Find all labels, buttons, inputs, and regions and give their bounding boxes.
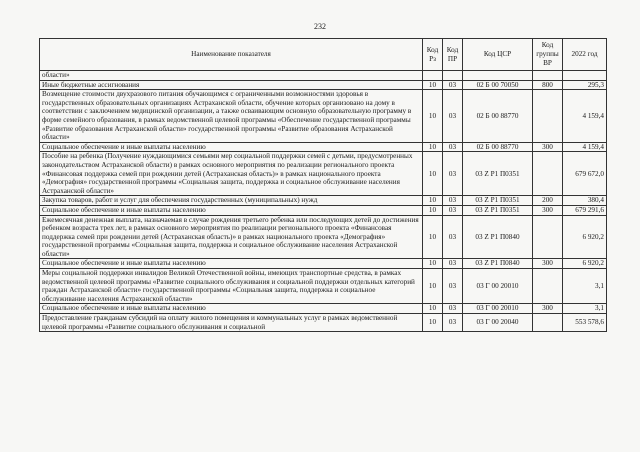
- table-row: [40, 80, 607, 90]
- row-pr: [443, 71, 463, 81]
- row-csr: 02 Б 00 70050: [463, 80, 533, 90]
- row-vr: 200: [533, 196, 563, 206]
- row-amount: 4 159,4: [563, 142, 607, 152]
- row-csr: 02 Б 00 88770: [463, 142, 533, 152]
- row-csr: 03 Г 00 20010: [463, 304, 533, 314]
- row-csr: 02 Б 00 88770: [463, 90, 533, 143]
- row-pr: 03: [443, 205, 463, 215]
- row-rz: 10: [423, 205, 443, 215]
- row-csr: 03 Z P1 П0351: [463, 205, 533, 215]
- table-row: [40, 71, 607, 81]
- row-csr: 03 Z P1 П0351: [463, 196, 533, 206]
- row-amount: 6 920,2: [563, 259, 607, 269]
- row-name: Ежемесячная денежная выплата, назначаемая в случае рождения третьего ребенка или последующих детей до достижения ребенком возраста трех лет, в рамках основного мероприятия по реализации регионального проекта «Финансовая поддержка семей при рождении детей (Астраханская область)» в рамках национального проекта «Демография» государственной программы «Социальная защита, поддержка и социальное обслуживание населения Астраханской области»: [40, 215, 423, 259]
- row-vr: [533, 71, 563, 81]
- row-vr: [533, 152, 563, 196]
- row-amount: 380,4: [563, 196, 607, 206]
- row-name: Социальное обеспечение и иные выплаты населению: [40, 259, 423, 269]
- table-header-row: [40, 39, 607, 71]
- row-vr: 300: [533, 259, 563, 269]
- table-row: [40, 196, 607, 206]
- page-number: 232: [314, 22, 326, 31]
- table-row: [40, 259, 607, 269]
- header-rz: Код Рз: [423, 39, 443, 71]
- row-amount: 295,3: [563, 80, 607, 90]
- row-amount: 679 672,0: [563, 152, 607, 196]
- row-csr: [463, 71, 533, 81]
- row-name: Предоставление гражданам субсидий на оплату жилого помещения и коммунальных услуг в рамках ведомственной целевой программы «Развитие социального обслуживания и социальной: [40, 314, 423, 332]
- row-vr: [533, 314, 563, 332]
- row-vr: 300: [533, 205, 563, 215]
- row-pr: 03: [443, 314, 463, 332]
- row-pr: 03: [443, 90, 463, 143]
- table-row: [40, 142, 607, 152]
- table-row: [40, 90, 607, 143]
- row-rz: 10: [423, 215, 443, 259]
- row-rz: 10: [423, 90, 443, 143]
- header-year: 2022 год: [563, 39, 607, 71]
- row-amount: 3,1: [563, 304, 607, 314]
- row-amount: 3,1: [563, 269, 607, 304]
- row-rz: 10: [423, 142, 443, 152]
- row-pr: 03: [443, 269, 463, 304]
- row-csr: 03 Z P1 П0840: [463, 259, 533, 269]
- row-pr: 03: [443, 304, 463, 314]
- header-csr: Код ЦСР: [463, 39, 533, 71]
- row-amount: 679 291,6: [563, 205, 607, 215]
- row-vr: [533, 269, 563, 304]
- row-name: Возмещение стоимости двухразового питания обучающимся с ограниченными возможностями здоровья в государственных образовательных организациях Астраханской области, обучение которых организовано на дому в соответствии с заключением медицинской организации, а также осваивающим основную образовательную программу в форме семейного образования, в рамках ведомственной целевой программы «Обеспечение государственной программы «Развитие образования Астраханской области» государственной программы «Развитие образования Астраханской области»: [40, 90, 423, 143]
- budget-table: [39, 38, 607, 332]
- header-vr: Код группы ВР: [533, 39, 563, 71]
- row-name: Социальное обеспечение и иные выплаты населению: [40, 304, 423, 314]
- row-rz: 10: [423, 269, 443, 304]
- row-vr: 300: [533, 304, 563, 314]
- table-row: [40, 314, 607, 332]
- row-rz: [423, 71, 443, 81]
- table-row: [40, 304, 607, 314]
- row-name: Иные бюджетные ассигнования: [40, 80, 423, 90]
- row-csr: 03 Г 00 20010: [463, 269, 533, 304]
- table-row: [40, 215, 607, 259]
- table-row: [40, 152, 607, 196]
- row-name: Социальное обеспечение и иные выплаты населению: [40, 205, 423, 215]
- row-amount: 6 920,2: [563, 215, 607, 259]
- header-pr: Код ПР: [443, 39, 463, 71]
- row-name: Социальное обеспечение и иные выплаты населению: [40, 142, 423, 152]
- row-vr: 300: [533, 142, 563, 152]
- row-pr: 03: [443, 80, 463, 90]
- row-pr: 03: [443, 259, 463, 269]
- header-name: Наименование показателя: [40, 39, 423, 71]
- row-csr: 03 Г 00 20040: [463, 314, 533, 332]
- table-row: [40, 205, 607, 215]
- row-rz: 10: [423, 152, 443, 196]
- row-csr: 03 Z P1 П0840: [463, 215, 533, 259]
- row-name: Закупка товаров, работ и услуг для обеспечения государственных (муниципальных) нужд: [40, 196, 423, 206]
- row-vr: [533, 215, 563, 259]
- row-rz: 10: [423, 259, 443, 269]
- row-pr: 03: [443, 196, 463, 206]
- row-amount: 553 578,6: [563, 314, 607, 332]
- table-row: [40, 269, 607, 304]
- row-rz: 10: [423, 196, 443, 206]
- row-amount: 4 159,4: [563, 90, 607, 143]
- row-rz: 10: [423, 314, 443, 332]
- row-pr: 03: [443, 142, 463, 152]
- row-rz: 10: [423, 304, 443, 314]
- row-amount: [563, 71, 607, 81]
- row-rz: 10: [423, 80, 443, 90]
- row-name: Меры социальной поддержки инвалидов Великой Отечественной войны, имеющих транспортные средства, в рамках ведомственной целевой программы «Развитие социального обслуживания и социальной поддержки отдельных категорий граждан Астраханской области» государственной программы «Социальная защита, поддержка и социальное обслуживание населения Астраханской области»: [40, 269, 423, 304]
- row-pr: 03: [443, 215, 463, 259]
- row-name: области»: [40, 71, 423, 81]
- row-vr: 800: [533, 80, 563, 90]
- row-csr: 03 Z P1 П0351: [463, 152, 533, 196]
- row-name: Пособие на ребенка (Получение нуждающимися семьями мер социальной поддержки семей с детьми, предусмотренных законодательством Астраханской области) в рамках основного мероприятия по реализации регионального проекта «Финансовая поддержка семей при рождении детей (Астраханская область)» в рамках национального проекта «Демография» государственной программы «Социальная защита, поддержка и социальное обслуживание населения Астраханской области»: [40, 152, 423, 196]
- row-vr: [533, 90, 563, 143]
- row-pr: 03: [443, 152, 463, 196]
